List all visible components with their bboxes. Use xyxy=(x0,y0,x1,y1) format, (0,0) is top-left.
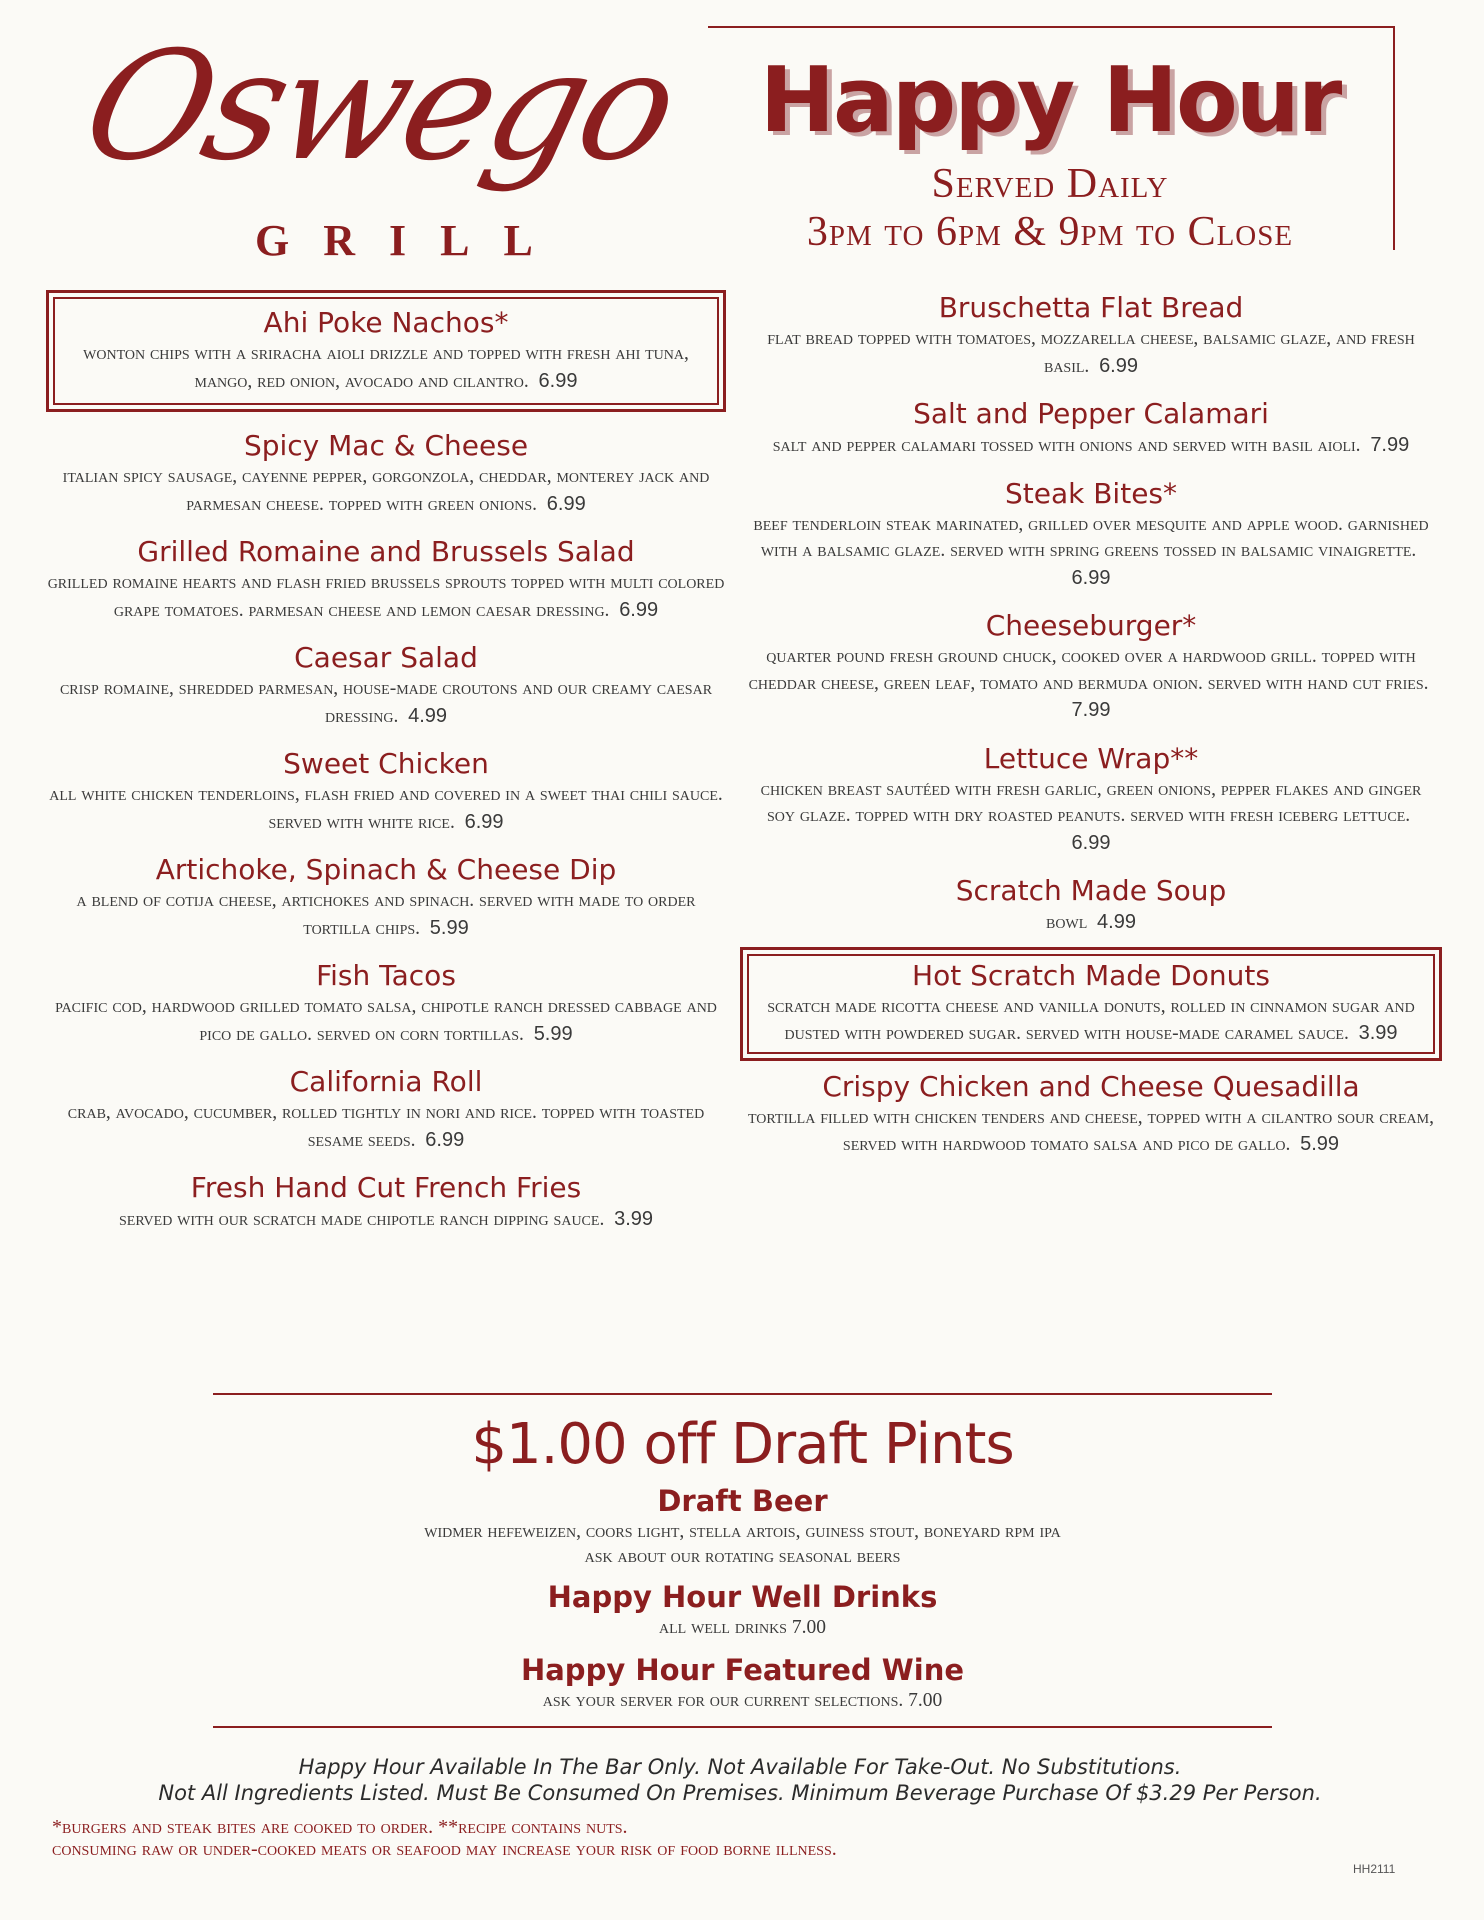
draft-title: Draft Beer xyxy=(657,1484,828,1518)
item-name: Fresh Hand Cut French Fries xyxy=(190,1171,582,1204)
item-price: 6.99 xyxy=(546,492,586,515)
item-desc: flat bread topped with tomatoes, mozzarella cheese, balsamic glaze, and fresh basil. 6.99 xyxy=(767,328,1415,377)
item-price: 5.99 xyxy=(1300,1133,1340,1155)
logo-script: Oswego xyxy=(68,20,692,194)
wine-desc: ask your server for our current selections. 7.00 xyxy=(542,1690,943,1711)
draft-headline: $1.00 off Draft Pints xyxy=(471,1412,1014,1477)
draft-note: ask about our rotating seasonal beers xyxy=(584,1546,901,1567)
menu-item xyxy=(746,396,1436,460)
item-name: Sweet Chicken xyxy=(283,747,489,780)
item-name: Caesar Salad xyxy=(294,641,478,674)
menu-item xyxy=(46,534,726,624)
item-desc: wonton chips with a sriracha aioli drizzle and topped with fresh ahi tuna, mango, red onion, avocado and cilantro. 6.99 xyxy=(83,343,689,392)
item-price: 5.99 xyxy=(533,1022,573,1045)
draft-list: widmer hefeweizen, coors light, stella artois, guiness stout, boneyard rpm ipa xyxy=(424,1521,1061,1542)
item-name: Hot Scratch Made Donuts xyxy=(912,958,1270,992)
item-name: Steak Bites* xyxy=(1004,476,1178,510)
item-price: 6.99 xyxy=(538,369,578,392)
item-price: 7.99 xyxy=(1071,699,1111,721)
item-name: California Roll xyxy=(289,1065,483,1098)
item-price: 6.99 xyxy=(425,1128,465,1151)
menu-item xyxy=(46,1064,726,1154)
item-desc: a blend of cotija cheese, artichokes and spinach. served with made to order tortilla chips. 5.99 xyxy=(76,890,696,939)
item-price: 4.99 xyxy=(1097,911,1136,933)
menu-item xyxy=(746,741,1436,858)
restaurant-logo xyxy=(60,20,692,270)
menu-item-featured xyxy=(46,290,726,412)
served-hours: 3pm to 6pm & 9pm to Close xyxy=(806,209,1294,255)
menu-item xyxy=(746,476,1436,593)
item-price: 6.99 xyxy=(1071,566,1111,589)
menu-item xyxy=(46,1170,726,1234)
menu-item-featured xyxy=(740,947,1442,1061)
item-desc: salt and pepper calamari tossed with onions and served with basil aioli. 7.99 xyxy=(772,434,1410,456)
item-name: Scratch Made Soup xyxy=(955,874,1227,907)
item-desc: chicken breast sautéed with fresh garlic, green onions, pepper flakes and ginger soy glaze. topped with dry roasted peanuts. served with fresh iceberg lettuce. 6.99 xyxy=(760,778,1422,854)
item-desc: crisp romaine, shredded parmesan, house-made croutons and our creamy caesar dressing. 4.99 xyxy=(59,678,713,727)
item-price: 6.99 xyxy=(619,598,659,621)
menu-item xyxy=(746,1069,1436,1159)
item-desc: tortilla filled with chicken tenders and cheese, topped with a cilantro sour cream, served with hardwood tomato salsa and pico de gallo. 5.99 xyxy=(748,1106,1434,1155)
item-price: 6.99 xyxy=(1099,354,1138,377)
item-desc: pacific cod, hardwood grilled tomato salsa, chipotle ranch dressed cabbage and pico de gallo. served on corn tortillas. 5.99 xyxy=(55,996,717,1045)
divider-top xyxy=(213,1393,1272,1395)
item-price: 3.99 xyxy=(614,1208,654,1230)
item-desc: bowl 4.99 xyxy=(1046,911,1136,933)
item-name: Lettuce Wrap** xyxy=(983,741,1199,775)
menu-code: HH2111 xyxy=(1353,1862,1396,1876)
fine-print xyxy=(52,1816,1352,1860)
divider-bottom xyxy=(213,1726,1272,1728)
item-desc: all white chicken tenderloins, flash fried and covered in a sweet thai chili sauce. served with white rice. 6.99 xyxy=(49,784,723,833)
item-price: 6.99 xyxy=(464,810,504,833)
menu-column-left xyxy=(46,290,726,1250)
item-price: 5.99 xyxy=(429,916,469,939)
wine-title: Happy Hour Featured Wine xyxy=(520,1653,965,1687)
menu-item xyxy=(746,873,1436,937)
menu-item xyxy=(46,746,726,836)
item-desc: served with our scratch made chipotle ranch dipping sauce. 3.99 xyxy=(118,1208,654,1230)
item-desc: quarter pound fresh ground chuck, cooked over a hardwood grill. topped with cheddar cheese, green leaf, tomato and bermuda onion. served with hand cut fries. 7.99 xyxy=(748,646,1429,721)
item-name: Fish Tacos xyxy=(316,959,456,992)
item-name: Spicy Mac & Cheese xyxy=(243,429,529,462)
item-price: 4.99 xyxy=(408,704,448,727)
item-desc: grilled romaine hearts and flash fried brussels sprouts topped with multi colored grape tomatoes. parmesan cheese and lemon caesar dressing. 6.99 xyxy=(47,572,725,621)
drinks-section xyxy=(100,1412,1385,1713)
well-title: Happy Hour Well Drinks xyxy=(547,1580,938,1614)
item-price: 7.99 xyxy=(1370,434,1410,456)
item-name: Grilled Romaine and Brussels Salad xyxy=(137,535,635,568)
fine-print-2: consuming raw or under-cooked meats or seafood may increase your risk of food borne illness. xyxy=(52,1838,837,1860)
fine-print-1: *burgers and steak bites are cooked to order. **recipe contains nuts. xyxy=(52,1816,628,1838)
item-desc: beef tenderloin steak marinated, grilled over mesquite and apple wood. garnished with a balsamic glaze. served with spring greens tossed in balsamic vinaigrette. 6.99 xyxy=(753,513,1429,589)
menu-item xyxy=(46,428,726,518)
item-name: Ahi Poke Nachos* xyxy=(263,306,509,339)
menu-item xyxy=(746,608,1436,725)
item-name: Salt and Pepper Calamari xyxy=(913,397,1269,430)
item-price: 6.99 xyxy=(1071,831,1111,854)
logo-subtitle: GRILL xyxy=(255,216,567,265)
served-daily: Served Daily xyxy=(931,161,1169,207)
menu-item xyxy=(46,640,726,730)
item-name: Crispy Chicken and Cheese Quesadilla xyxy=(822,1069,1360,1103)
policy-notes xyxy=(60,1754,1420,1806)
item-name: Bruschetta Flat Bread xyxy=(938,291,1244,324)
menu-item xyxy=(746,290,1436,380)
item-desc: scratch made ricotta cheese and vanilla donuts, rolled in cinnamon sugar and dusted with powdered sugar. served with house-made caramel sauce. 3.99 xyxy=(767,995,1415,1044)
item-desc: italian spicy sausage, cayenne pepper, gorgonzola, cheddar, monterey jack and parmesan cheese. topped with green onions. 6.99 xyxy=(62,466,710,515)
menu-item xyxy=(46,958,726,1048)
policy-line-2: Not All Ingredients Listed. Must Be Consumed On Premises. Minimum Beverage Purchase Of $3.29 Per Person. xyxy=(158,1781,1322,1805)
policy-line-1: Happy Hour Available In The Bar Only. Not Available For Take-Out. No Substitutions. xyxy=(298,1755,1182,1779)
menu-column-right xyxy=(746,290,1436,1175)
page-title: Happy Hour xyxy=(759,48,1341,153)
item-name: Cheeseburger* xyxy=(985,609,1197,642)
well-desc: all well drinks 7.00 xyxy=(659,1617,826,1638)
item-name: Artichoke, Spinach & Cheese Dip xyxy=(155,853,617,886)
menu-item xyxy=(46,852,726,942)
item-price: 3.99 xyxy=(1358,1022,1398,1044)
item-desc: crab, avocado, cucumber, rolled tightly in nori and rice. topped with toasted sesame seeds. 6.99 xyxy=(67,1102,705,1151)
